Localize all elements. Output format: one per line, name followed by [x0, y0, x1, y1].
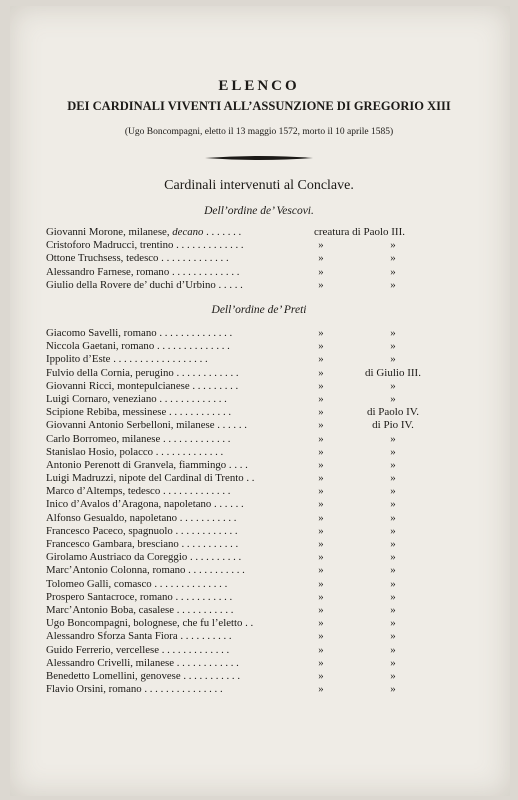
list-item: Francesco Paceco, spagnuolo . . . . . . . . . . . . » » [46, 524, 396, 537]
vescovi-list [46, 226, 486, 292]
preti-list [46, 327, 486, 696]
section-title: Cardinali intervenuti al Conclave. [164, 178, 354, 193]
list-item: Stanislao Hosio, polacco . . . . . . . . . . . . . » » [46, 445, 396, 458]
list-item: Ugo Boncompagni, bolognese, che fu l’eletto . . » » [46, 617, 396, 630]
list-item: Alessandro Farnese, romano . . . . . . . . . . . . . » » [46, 265, 396, 278]
list-item: Girolamo Austriaco da Coreggio . . . . . . . . . . » » [46, 551, 396, 564]
list-item: Giovanni Antonio Serbelloni, milanese . . . . . . » di Pio IV. [46, 419, 414, 432]
list-item: Flavio Orsini, romano . . . . . . . . . . . . . . . » » [46, 683, 396, 696]
list-item: Marc’Antonio Colonna, romano . . . . . . . . . . . » » [46, 564, 396, 577]
list-item: Niccola Gaetani, romano . . . . . . . . . . . . . . » » [46, 340, 396, 353]
election-note: (Ugo Boncompagni, eletto il 13 maggio 1572, morto il 10 aprile 1585) [124, 127, 394, 137]
list-item: Alessandro Crivelli, milanese . . . . . . . . . . . . » » [46, 656, 396, 669]
list-item: Giacomo Savelli, romano . . . . . . . . . . . . . . » » [46, 327, 396, 339]
list-item: Inico d’Avalos d’Aragona, napoletano . . . . . . » » [46, 498, 396, 511]
list-item: Scipione Rebiba, messinese . . . . . . . . . . . . » di Paolo IV. [46, 406, 420, 419]
page-title: ELENCO [218, 78, 300, 94]
list-item: Prospero Santacroce, romano . . . . . . . . . . . » » [46, 590, 396, 603]
list-item: Giovanni Morone, milanese, decano . . . . . . . creatura di Paolo III. [46, 226, 406, 238]
list-item: Luigi Madruzzi, nipote del Cardinal di Trento . . » » [46, 472, 396, 485]
ornamental-rule [205, 155, 313, 161]
list-item: Benedetto Lomellini, genovese . . . . . . . . . . . » » [46, 669, 396, 682]
list-item: Alfonso Gesualdo, napoletano . . . . . . . . . . . » » [46, 511, 396, 524]
vescovi-heading: Dell’ordine de’ Vescovi. [204, 205, 314, 217]
list-item: Tolomeo Galli, comasco . . . . . . . . . . . . . . » » [46, 577, 396, 590]
list-item: Carlo Borromeo, milanese . . . . . . . . . . . . . » » [46, 432, 396, 445]
preti-heading: Dell’ordine de’ Preti [211, 304, 307, 316]
list-item: Cristoforo Madrucci, trentino . . . . . . . . . . . . . » » [46, 239, 396, 252]
list-item: Ottone Truchsess, tedesco . . . . . . . . . . . . . » » [46, 252, 396, 265]
list-item: Ippolito d’Este . . . . . . . . . . . . . . . . . . » » [46, 353, 396, 366]
list-item: Alessandro Sforza Santa Fiora . . . . . . . . . . » » [46, 630, 396, 643]
list-item: Antonio Perenott di Granvela, fiammingo . . . . » » [46, 458, 396, 471]
list-item: Fulvio della Cornia, perugino . . . . . . . . . . . . » di Giulio III. [46, 366, 421, 379]
list-item: Giulio della Rovere de’ duchi d’Urbino . . . . . » » [46, 278, 396, 291]
list-item: Giovanni Ricci, montepulcianese . . . . . . . . . » » [46, 379, 396, 392]
list-item: Luigi Cornaro, veneziano . . . . . . . . . . . . . » » [46, 392, 396, 405]
list-item: Guido Ferrerio, vercellese . . . . . . . . . . . . . » » [46, 643, 396, 656]
list-item: Marco d’Altemps, tedesco . . . . . . . . . . . . . » » [46, 485, 396, 498]
list-item: Francesco Gambara, bresciano . . . . . . . . . . . » » [46, 538, 396, 550]
list-item: Marc’Antonio Boba, casalese . . . . . . . . . . . » » [46, 603, 396, 616]
page-subtitle: DEI CARDINALI VIVENTI ALL’ASSUNZIONE DI GREGORIO XIII [67, 99, 451, 113]
